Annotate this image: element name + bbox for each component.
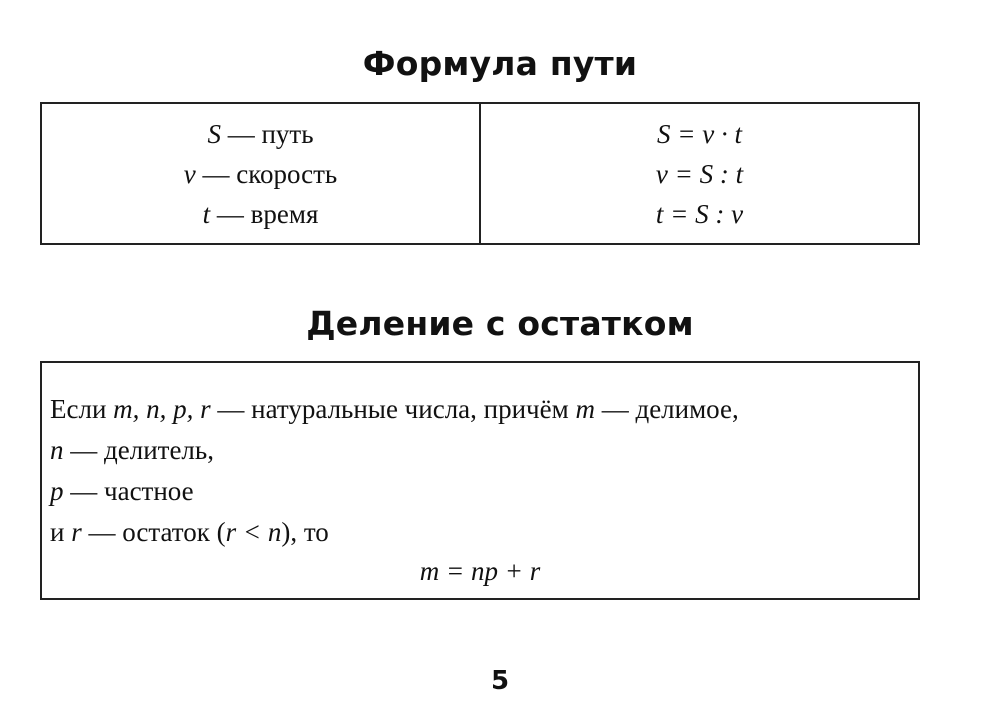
variable: m	[575, 394, 595, 424]
text: — натуральные числа, причём	[210, 394, 576, 424]
section-title-path-formula: Формула пути	[362, 44, 638, 83]
text: и	[50, 517, 72, 547]
text: — остаток (	[81, 517, 226, 547]
formulas-cell	[479, 104, 918, 243]
text: — делитель,	[63, 435, 214, 465]
rule-line-4	[50, 512, 910, 553]
condition: r < n	[225, 517, 282, 547]
text: — делимое,	[594, 394, 739, 424]
division-formula: m = np + r	[419, 556, 541, 586]
text: Если	[50, 394, 114, 424]
variable: t	[202, 198, 211, 229]
variable: p	[50, 476, 64, 506]
division-rule-box	[40, 361, 920, 600]
section-title-division: Деление с остатком	[306, 304, 694, 343]
definition-line	[184, 156, 337, 192]
definition-line	[207, 116, 313, 152]
formula-line: S = v · t	[657, 118, 742, 149]
rule-line-1	[50, 389, 910, 430]
path-formula-table	[40, 102, 920, 245]
definitions-cell	[42, 104, 479, 243]
variable: r	[71, 517, 82, 547]
definition-text: — время	[210, 198, 319, 229]
variables: m, n, p, r	[113, 394, 211, 424]
rule-line-2	[50, 430, 910, 471]
definition-text: — скорость	[195, 158, 338, 189]
rule-line-3	[50, 471, 910, 512]
text: ), то	[281, 517, 329, 547]
variable: n	[50, 435, 64, 465]
formula-line: t = S : v	[655, 198, 744, 229]
variable: v	[183, 158, 196, 189]
page-number: 5	[490, 666, 510, 696]
definition-text: — путь	[220, 118, 314, 149]
variable: S	[207, 118, 221, 149]
text: — частное	[63, 476, 194, 506]
formula-line: v = S : t	[655, 158, 744, 189]
definition-line	[203, 196, 319, 232]
